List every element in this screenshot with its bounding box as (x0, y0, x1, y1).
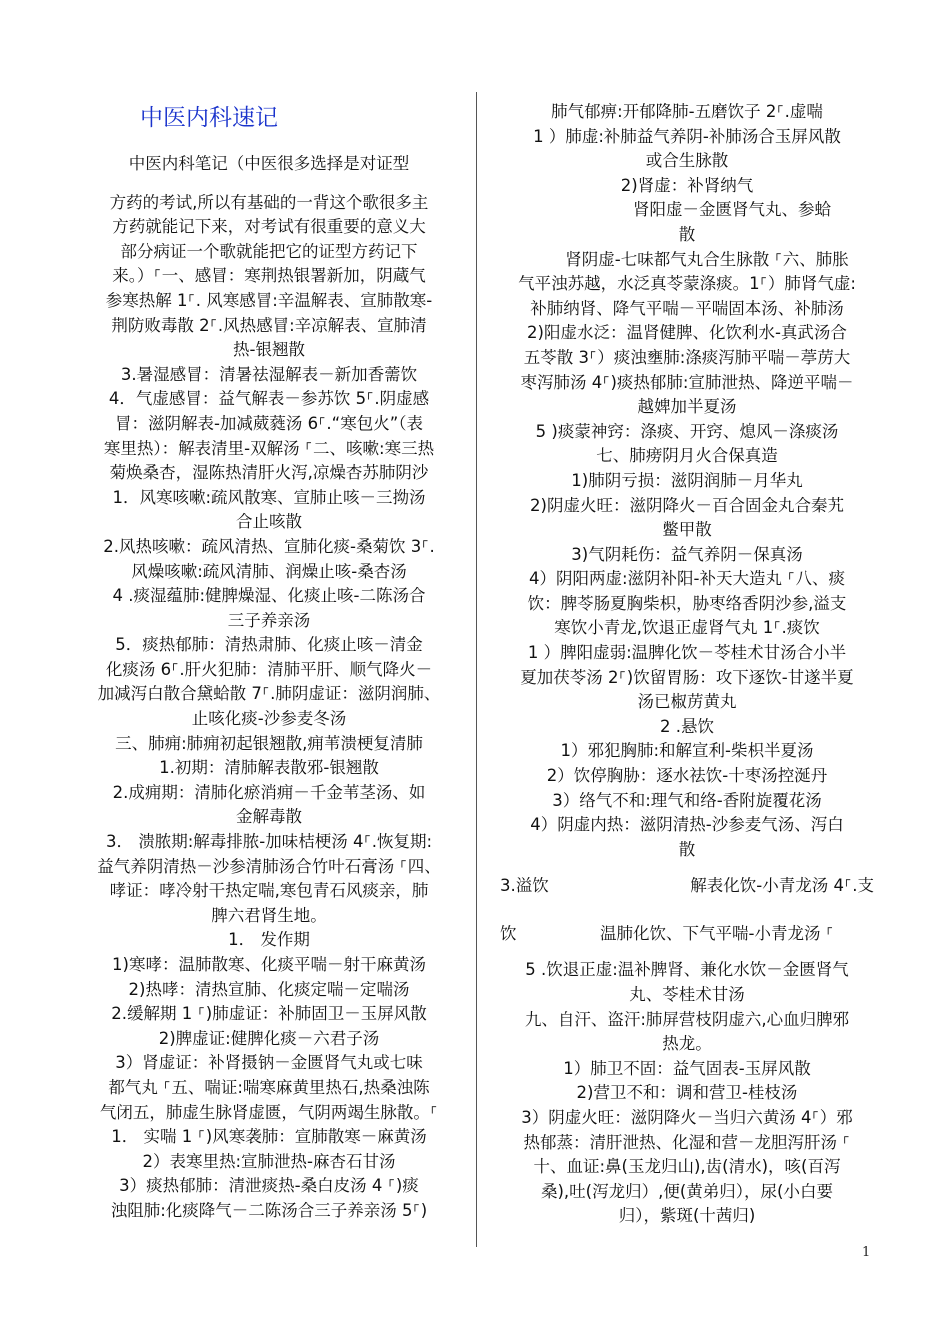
text-line: 5 .饮退正虚:温补脾肾、兼化水饮－金匮肾气 (525, 960, 849, 980)
spread-line-right: 温肺化饮、下气平喘-小青龙汤 ⸀ (600, 924, 834, 944)
text-line: 三、肺痈:肺痈初起银翘散,痈苇溃梗复清肺 (115, 733, 423, 753)
text-line: 2)脾虚证:健脾化痰－六君子汤 (158, 1028, 380, 1048)
text-line: 七、肺痨阴月火合保真造 (596, 446, 778, 466)
text-line: 4 .痰湿蕴肺:健脾燥湿、化痰止咳-二陈汤合 (112, 586, 426, 606)
text-line: 3）阴虚火旺：滋阴降火－当归六黄汤 4⸀）邪 (521, 1107, 853, 1127)
text-line: 或合生脉散 (645, 151, 729, 171)
text-line: 鳖甲散 (662, 520, 712, 540)
text-line: 加减泻白散合黛蛤散 7⸀.肺阴虚证：滋阴润肺、 (97, 684, 441, 704)
text-line: 1 ）肺虚:补肺益气养阴-补肺汤合玉屏风散 (533, 126, 841, 146)
text-line: 2.缓解期 1 ⸀)肺虚证：补肺固卫－玉屏风散 (111, 1004, 427, 1024)
spread-line-right: 解表化饮-小青龙汤 4⸀.支 (690, 876, 874, 896)
text-line: 5 )痰蒙神窍：涤痰、开窍、熄风－涤痰汤 (535, 421, 839, 441)
text-line: 脾六君肾生地。 (211, 905, 327, 925)
text-line: 风燥咳嗽:疏风清肺、润燥止咳-桑杏汤 (131, 561, 407, 581)
spread-line-left: 饮 (500, 924, 517, 944)
text-line: 部分病证一个歌就能把它的证型方药记下 (120, 241, 418, 261)
text-line: 来。）⸀一、感冒：寒荆热银署新加，阴蔵气 (112, 266, 426, 286)
text-line: 热-银翘散 (233, 340, 305, 360)
spread-line-yiyin (494, 862, 880, 910)
text-line: 三子养亲汤 (227, 610, 311, 630)
text-line: 2)阴虚火旺：滋阴降火－百合固金丸合秦艽 (530, 495, 844, 515)
text-line: 哮证：哮冷射干热定喘,寒包青石风痰亲，肺 (109, 881, 429, 901)
left-column-text (78, 191, 460, 1224)
text-line: 2)阳虚水泛：温肾健脾、化饮利水-真武汤合 (527, 323, 847, 343)
text-line: 五苓散 3⸀）痰浊壅肺:涤痰泻肺平喘－葶苈大 (523, 347, 851, 367)
text-line: 夏加茯苓汤 2⸀)饮留胃肠：攻下逐饮-甘遂半夏 (520, 667, 854, 687)
text-line: 1)肺阴亏损：滋阴润肺－月华丸 (571, 470, 803, 490)
text-line: 气闭五，肺虚生脉肾虚匮，气阴两竭生脉散。⸀ (99, 1102, 439, 1122)
text-line: 丸、苓桂术甘汤 (629, 985, 745, 1004)
text-line: 化痰汤 6⸀.肝火犯肺：清肺平肝、顺气降火－ (105, 659, 433, 679)
right-column (494, 100, 880, 1229)
text-line: 肾阴虚-七味都气丸合生脉散 ⸀六、肺胀 (565, 249, 849, 269)
text-line: 2 .悬饮 (660, 716, 714, 736)
text-line: 冒：滋阴解表-加减葳蕤汤 6⸀.“寒包火”（表 (114, 413, 424, 433)
text-line: 1． 发作期 (228, 930, 310, 950)
text-line: 浊阻肺:化痰降气－二陈汤合三子养亲汤 5⸀) (110, 1200, 428, 1220)
right-column-text-b (494, 958, 880, 1229)
text-line: 1）肺卫不固：益气固表-玉屏风散 (563, 1058, 811, 1078)
text-line: 方药就能记下来，对考试有很重要的意义大 (112, 217, 426, 237)
text-line: 止咳化痰-沙参麦冬汤 (191, 709, 347, 729)
text-line: 归），紫斑(十茜归) (618, 1206, 756, 1226)
text-line: 菊焕桑杏，湿陈热清肝火泻,凉燥杏苏肺阴沙 (109, 463, 429, 483)
text-line: 热郁蒸：清肝泄热、化湿和营－龙胆泻肝汤 ⸀ (523, 1132, 851, 1152)
text-line: 3）络气不和:理气和络-香附旋覆花汤 (552, 790, 822, 810)
text-line: 荆防败毒散 2⸀.风热感冒:辛凉解表、宣肺清 (111, 315, 427, 335)
text-line: 2)营卫不和：调和营卫-桂枝汤 (576, 1083, 798, 1103)
text-line: 3)气阴耗伤：益气养阴－保真汤 (571, 544, 803, 564)
text-line: 越婢加半夏汤 (637, 397, 737, 417)
text-line: 肺气郁痹:开郁降肺-五磨饮子 2⸀.虚喘 (551, 102, 823, 121)
text-line: 气平浊苏越，水泛真苓蒙涤痰。1⸀）肺肾气虚: (518, 274, 856, 294)
text-line: 桑),吐(泻龙归）,便(黄弟归），尿(小白要 (541, 1181, 833, 1201)
text-line: 2)肾虚：补肾纳气 (620, 175, 754, 195)
text-line: 3． 溃脓期:解毒排脓-加味桔梗汤 4⸀.恢复期: (105, 832, 433, 852)
text-line: 十、血证:鼻(玉龙归山),齿(清水)，咳(百泻 (533, 1157, 841, 1177)
spread-line-zhiyin (494, 910, 880, 958)
text-line: 散 (678, 224, 696, 244)
text-line: 补肺纳肾、降气平喘－平喘固本汤、补肺汤 (530, 298, 844, 318)
text-line: 3）肾虚证：补肾摄钠－金匮肾气丸或七味 (115, 1053, 423, 1073)
text-line: 汤已椒苈黄丸 (637, 692, 737, 712)
text-line: 1 ）脾阳虚弱:温脾化饮－苓桂术甘汤合小半 (527, 643, 847, 663)
text-line: 2)热哮：清热宣肺、化痰定喘－定喘汤 (128, 979, 410, 999)
right-column-text-a (494, 100, 880, 862)
text-line: 3）痰热郁肺：清泄痰热-桑白皮汤 4 ⸀)痰 (119, 1176, 419, 1196)
text-line: 参寒热解 1⸀. 风寒感冒:辛温解表、宣肺散寒- (105, 290, 433, 310)
text-line: 1． 实喘 1 ⸀)风寒袭肺：宣肺散寒－麻黄汤 (111, 1127, 427, 1147)
text-line: 1.初期：清肺解表散邪-银翘散 (159, 758, 379, 778)
spacer (78, 177, 460, 191)
text-line: 肾阳虚－金匮肾气丸、参蛤 (633, 200, 831, 220)
text-line: 3.暑湿感冒：清暑祛湿解表－新加香薷饮 (120, 364, 418, 384)
text-line: 散 (678, 839, 696, 859)
text-line: 4）阴阳两虚:滋阴补阳-补天大造丸 ⸀八、痰 (528, 569, 845, 589)
page-number: 1 (862, 1245, 871, 1260)
column-divider (476, 92, 477, 1247)
text-line: 都气丸 ⸀五、喘证:喘寒麻黄里热石,热桑浊陈 (108, 1077, 430, 1097)
text-line: 2.风热咳嗽：疏风清热、宣肺化痰-桑菊饮 3⸀. (103, 536, 435, 556)
text-line: 5．痰热郁肺：清热肃肺、化痰止咳－清金 (115, 635, 423, 655)
text-line: 饮：脾苓肠夏胸柴枳，胁枣络香阴沙参,溢支 (527, 593, 847, 613)
text-line: 4）阴虚内热：滋阴清热-沙参麦气汤、泻白 (530, 815, 844, 835)
intro-heading: 中医内科笔记（中医很多选择是对证型 (128, 154, 410, 173)
text-line: 合止咳散 (236, 512, 302, 532)
text-line: 1．风寒咳嗽:疏风散寒、宣肺止咳－三拗汤 (112, 487, 426, 507)
text-line: 1)寒哮：温肺散寒、化痰平喘－射干麻黄汤 (112, 955, 426, 974)
text-line: 2.成痈期：清肺化瘀消痈－千金苇茎汤、如 (112, 782, 426, 802)
text-line: 寒里热）：解表清里-双解汤 ⸀二、咳嗽:寒三热 (103, 438, 435, 458)
text-line: 方药的考试,所以有基础的一背这个歌很多主 (109, 192, 429, 212)
page-title: 中医内科速记 (140, 105, 278, 131)
text-line: 热龙。 (662, 1034, 712, 1054)
text-line: 九、自汗、盗汗:肺屏营枝阴虚六,心血归脾邪 (524, 1009, 850, 1029)
text-line: 益气养阴清热－沙参清肺汤合竹叶石膏汤 ⸀四、 (97, 856, 441, 876)
text-line: 2）表寒里热:宣肺泄热-麻杏石甘汤 (142, 1151, 396, 1171)
text-line: 枣泻肺汤 4⸀)痰热郁肺:宣肺泄热、降逆平喘－ (520, 372, 854, 392)
spread-line-left: 3.溢饮 (500, 876, 549, 896)
text-line: 2）饮停胸胁：逐水祛饮-十枣汤控涎丹 (546, 766, 828, 786)
text-line: 金解毒散 (236, 807, 302, 827)
text-line: 寒饮小青龙,饮退正虚肾气丸 1⸀.痰饮 (554, 618, 820, 638)
text-line: 4．气虚感冒：益气解表－参苏饮 5⸀.阴虚感 (108, 389, 430, 409)
left-column (78, 100, 460, 1224)
text-line: 1）邪犯胸肺:和解宣利-柴枳半夏汤 (560, 741, 814, 761)
